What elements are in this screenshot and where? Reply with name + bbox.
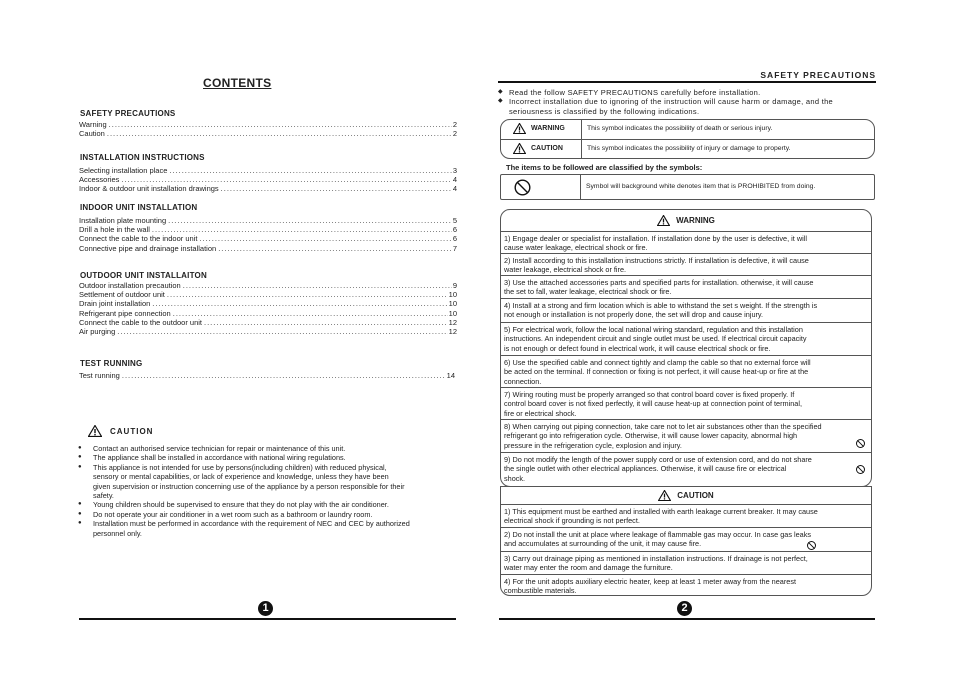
toc-entry[interactable]: Refrigerant pipe connection ..... 10 xyxy=(79,309,457,318)
page-footer-rule xyxy=(79,618,456,620)
toc-list-safety xyxy=(79,120,457,138)
left-page xyxy=(78,70,458,630)
toc-entry[interactable]: Connect the cable to the indoor unit ..... 6 xyxy=(79,234,457,243)
warning-item: 6) Use the specified cable and connect tightly and clamp the cable so that no external force will be acted on the terminal. If connection or fixing is not perfect, it will cause heat-up or fire at the connection. xyxy=(501,356,871,388)
toc-entry[interactable]: Test running ..... 14 xyxy=(79,371,455,380)
prohibited-icon xyxy=(514,179,531,196)
toc-list-installation xyxy=(79,166,457,194)
warning-triangle-icon xyxy=(657,215,670,226)
toc-entry[interactable]: Connective pipe and drainage installation ..... 7 xyxy=(79,244,457,253)
contents-title: CONTENTS xyxy=(203,76,272,90)
warning-item: 8) When carrying out piping connection, take care not to let air substances other than the specified refrigerant go into refrigeration cycle. Otherwise, it will cause lower capacity, abnormal high pressure in the refrigeration cycle, explosion and injury. xyxy=(501,420,871,453)
warning-triangle-icon xyxy=(513,123,526,134)
safety-precautions-title: SAFETY PRECAUTIONS xyxy=(760,70,876,80)
title-rule xyxy=(498,81,876,83)
toc-entry[interactable]: Warning ..... 2 xyxy=(79,120,457,129)
intro-item: ◆ Read the follow SAFETY PRECAUTIONS carefully before installation. xyxy=(498,88,876,97)
legend-warning-label: WARNING xyxy=(513,123,565,134)
legend-caution-desc: This symbol indicates the possibility of injury or damage to property. xyxy=(587,145,791,152)
caution-bullet: ● Contact an authorised service technician for repair or maintenance of this unit. xyxy=(78,444,448,453)
page-number-badge: 2 xyxy=(677,601,692,616)
prohibited-icon xyxy=(807,541,816,550)
caution-list-heading: CAUTION xyxy=(501,487,871,505)
toc-entry[interactable]: Caution ..... 2 xyxy=(79,129,457,138)
symbol-legend-box xyxy=(500,119,875,159)
toc-heading-indoor: INDOOR UNIT INSTALLATION xyxy=(80,203,198,212)
intro-item: ◆ Incorrect installation due to ignoring of the instruction will cause harm or damage, and the seriousness is classified by the following indications. xyxy=(498,97,876,116)
toc-entry[interactable]: Settlement of outdoor unit ..... 10 xyxy=(79,290,457,299)
warning-item: 5) For electrical work, follow the local national wiring standard, regulation and this installation instructions. An independent circuit and single outlet must be used. If electrical circuit capacity is not enough or defect found in electrical work, it will cause electrical shock or fire. xyxy=(501,323,871,356)
warning-item: 9) Do not modify the length of the power supply cord or use of extension cord, and do not share the single outlet with other electrical appliances. Otherwise, it will cause fire or electrical shock. xyxy=(501,453,871,487)
warning-item: 7) Wiring routing must be properly arranged so that control board cover is fixed properly. If control board cover is not fixed perfectly, it will cause heat-up at connection point of terminal, fire or electrical shock. xyxy=(501,388,871,420)
caution-bullet: ● Young children should be supervised to ensure that they do not play with the air conditioner. xyxy=(78,500,448,509)
toc-entry[interactable]: Installation plate mounting ..... 5 xyxy=(79,216,457,225)
caution-item: 4) For the unit adopts auxiliary electric heater, keep at least 1 meter away from the nearest combustible materials. xyxy=(504,577,797,596)
toc-list-test xyxy=(79,371,455,380)
page-footer-rule xyxy=(499,618,875,620)
caution-heading-text: CAUTION xyxy=(110,426,154,436)
toc-heading-safety: SAFETY PRECAUTIONS xyxy=(80,109,176,118)
caution-bullet: ● The appliance shall be installed in accordance with national wiring regulations. xyxy=(78,453,448,462)
toc-list-outdoor xyxy=(79,281,457,336)
toc-heading-installation: INSTALLATION INSTRUCTIONS xyxy=(80,153,205,162)
caution-heading xyxy=(88,425,153,437)
toc-entry[interactable]: Selecting installation place ..... 3 xyxy=(79,166,457,175)
caution-bullet: ● This appliance is not intended for use by persons(including children) with reduced physical, sensory or mental capabilities, or lack of experience and knowledge, unless they have been given supervision or instruction concerning use of the appliance by a person responsible for their safety. xyxy=(78,463,448,501)
caution-item: 2) Do not install the unit at place where leakage of flammable gas may occur. In case gas leaks and accumulates at surrounding of the unit, it may cause fire. xyxy=(501,528,871,552)
right-page xyxy=(498,64,878,630)
items-classified-label: The items to be followed are classified by the symbols: xyxy=(506,163,703,172)
prohibited-icon xyxy=(856,439,865,448)
warning-triangle-icon xyxy=(88,425,102,437)
caution-bullet: ● Do not operate your air conditioner in a wet room such as a bathroom or laundry room. xyxy=(78,510,448,519)
caution-bullet: ● Installation must be performed in accordance with the requirement of NEC and CEC by authorized personnel only. xyxy=(78,519,448,538)
page-number-badge: 1 xyxy=(258,601,273,616)
caution-item: 1) This equipment must be earthed and installed with earth leakage current breaker. It may cause electrical shock if grounding is not perfect. xyxy=(501,505,871,528)
prohibited-icon xyxy=(856,465,865,474)
toc-entry[interactable]: Accessories ..... 4 xyxy=(79,175,457,184)
warning-triangle-icon xyxy=(658,490,671,501)
toc-entry[interactable]: Connect the cable to the outdoor unit ..... 12 xyxy=(79,318,457,327)
intro-list xyxy=(498,88,876,116)
toc-list-indoor xyxy=(79,216,457,253)
prohibited-legend-box xyxy=(500,174,875,200)
warning-item: 2) Install according to this installation instructions strictly. If installation is defective, it will cause water leakage, electrical shock or fire. xyxy=(501,254,871,276)
toc-entry[interactable]: Air purging ..... 12 xyxy=(79,327,457,336)
caution-list-box xyxy=(500,486,872,596)
warning-triangle-icon xyxy=(513,143,526,154)
caution-item: 3) Carry out drainage piping as mentioned in installation instructions. If drainage is not perfect, water may enter the room and damage the furniture. xyxy=(501,552,871,575)
legend-warning-desc: This symbol indicates the possibility of death or serious injury. xyxy=(587,125,773,132)
toc-entry[interactable]: Indoor & outdoor unit installation drawings ..... 4 xyxy=(79,184,457,193)
warning-list-heading: WARNING xyxy=(501,210,871,232)
prohibited-desc: Symbol will background white denotes item that is PROHIBITED from doing. xyxy=(586,183,816,190)
warning-item: 3) Use the attached accessories parts and specified parts for installation. otherwise, it will cause the set to fall, water leakage, electrical shock or fire. xyxy=(501,276,871,299)
toc-heading-test: TEST RUNNING xyxy=(80,359,143,368)
caution-bullet-list xyxy=(78,444,448,538)
warning-item: 1) Engage dealer or specialist for installation. If installation done by the user is defective, it will cause water leakage, electrical shock or fire. xyxy=(501,232,871,254)
warning-list-box xyxy=(500,209,872,487)
toc-heading-outdoor: OUTDOOR UNIT INSTALLAITON xyxy=(80,271,207,280)
toc-entry[interactable]: Outdoor installation precaution ..... 9 xyxy=(79,281,457,290)
legend-caution-label: CAUTION xyxy=(513,143,563,154)
toc-entry[interactable]: Drain joint installation ..... 10 xyxy=(79,299,457,308)
warning-item: 4) Install at a strong and firm location which is able to withstand the set s weight. If the strength is not enough or installation is not properly done, the set will drop and cause injury. xyxy=(501,299,871,323)
toc-entry[interactable]: Drill a hole in the wall ..... 6 xyxy=(79,225,457,234)
